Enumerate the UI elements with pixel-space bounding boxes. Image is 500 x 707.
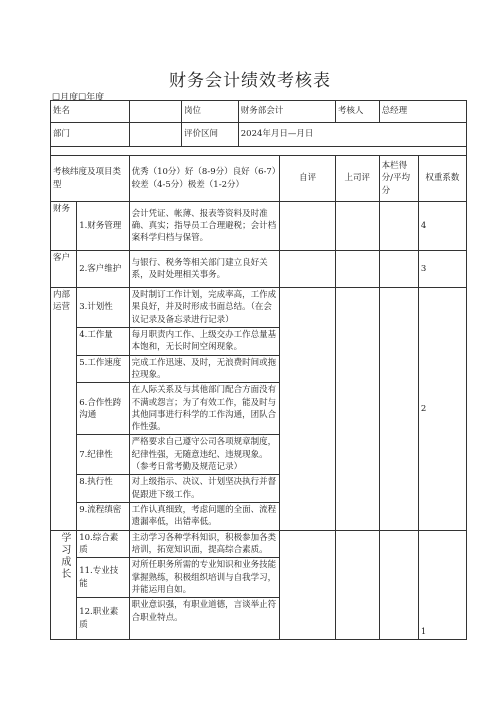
- item-name: 8.执行性: [77, 475, 129, 503]
- item-desc: 与银行、税务等相关部门建立良好关系，及时处理相关事务。: [129, 251, 280, 288]
- item-name: 1.财务管理: [77, 202, 129, 251]
- item-desc: 对所任职务所需的专业知识和业务技能掌握熟练，积极组织培训与自我学习，并能运用自如。: [129, 558, 280, 598]
- item-name: 7.纪律性: [77, 435, 129, 475]
- name-label: 姓名: [51, 101, 130, 123]
- table-row: [51, 288, 467, 328]
- item-desc: 及时制订工作计划，完成率高，工作成果良好，并及时形成书面总结。（在会议记录及备忘录进行记录）: [129, 288, 280, 328]
- section-label: 财务: [51, 202, 77, 251]
- period-option[interactable]: ☐月度☐年度: [52, 93, 105, 103]
- header-row: [51, 156, 467, 202]
- weight-cell: 2: [418, 288, 466, 531]
- superior-score-cell[interactable]: [335, 202, 379, 251]
- table-row: [51, 530, 467, 558]
- item-name: 12.职业素质: [77, 598, 129, 640]
- weight-header: 权重系数: [418, 156, 466, 202]
- page-title: 财务会计绩效考核表: [169, 71, 331, 91]
- dimension-header: 考核纬度及项目类型: [51, 156, 130, 202]
- weight-cell: 4: [418, 202, 466, 251]
- item-name: 4.工作量: [77, 327, 129, 355]
- name-value[interactable]: [129, 101, 181, 123]
- criteria-header: 优秀（10分）好（8-9分）良好（6-7）较差（4-5分）极差（1-2分）: [129, 156, 280, 202]
- weight-cell: 3: [418, 251, 466, 288]
- item-desc: 工作认真细致，考虑问题的全面、流程遗漏率低，出错率低。: [129, 503, 280, 531]
- item-name: 10.综合素质: [77, 530, 129, 558]
- item-name: 3.计划性: [77, 288, 129, 328]
- table-row: [51, 202, 467, 251]
- position-label: 岗位: [181, 101, 238, 123]
- self-score-cell[interactable]: [280, 530, 336, 640]
- item-name: 5.工作速度: [77, 355, 129, 383]
- item-desc: 严格要求自己遵守公司各项规章制度，纪律性强，无随意违纪、违规现象。（参考日常考勤及规范记录）: [129, 435, 280, 475]
- period-label: 评价区间: [181, 123, 238, 147]
- section-label: 内部运营: [51, 288, 77, 531]
- info-row-1: [51, 101, 467, 123]
- item-desc: 完成工作迅速、及时，无浪费时间或拖拉现象。: [129, 355, 280, 383]
- item-name: 6.合作性跨沟通: [77, 383, 129, 435]
- superior-score-cell[interactable]: [335, 251, 379, 288]
- self-score-cell[interactable]: [280, 251, 336, 288]
- self-score-cell[interactable]: [280, 202, 336, 251]
- assessment-table: [50, 100, 467, 640]
- dept-label: 部门: [51, 123, 130, 147]
- table-row: [51, 251, 467, 288]
- score-cell[interactable]: [379, 251, 418, 288]
- assessor-label: 考核人: [335, 101, 379, 123]
- item-desc: 在人际关系及与其他部门配合方面没有不满或怨言；为了有效工作，能及时与其他同事进行科学的工作沟通，团队合作性强。: [129, 383, 280, 435]
- score-cell[interactable]: [379, 288, 418, 531]
- item-desc: 会计凭证、帐薄、报表等资料及时准确、真实；指导员工合理避税；会计档案科学归档与保管。: [129, 202, 280, 251]
- info-row-2: [51, 123, 467, 147]
- item-name: 11.专业技能: [77, 558, 129, 598]
- item-desc: 每月职责内工作、上级交办工作总量基本饱和，无长时间空闲现象。: [129, 327, 280, 355]
- self-score-cell[interactable]: [280, 288, 336, 531]
- self-header: 自评: [280, 156, 336, 202]
- superior-score-cell[interactable]: [335, 288, 379, 531]
- score-cell[interactable]: [379, 530, 418, 640]
- superior-header: 上司评: [335, 156, 379, 202]
- section-label: 学习成长: [58, 531, 70, 580]
- assessor-value: 总经理: [379, 101, 466, 123]
- item-desc: 职业意识强，有职业道德，言谈举止符合职业特点。: [129, 598, 280, 640]
- superior-score-cell[interactable]: [335, 530, 379, 640]
- spacer-row: [51, 147, 467, 156]
- item-desc: 主动学习各种学科知识，积极参加各类培训，拓宽知识面，提高综合素质。: [129, 530, 280, 558]
- section-label: 客户: [51, 251, 77, 288]
- item-name: 9.流程缜密: [77, 503, 129, 531]
- weight-cell: 1: [418, 530, 466, 640]
- period-value: 2024年月日—月日: [238, 123, 466, 147]
- position-value: 财务部会计: [238, 101, 335, 123]
- score-header: 本栏得分/平均分: [379, 156, 418, 202]
- item-desc: 对上级指示、决议、计划坚决执行并督促跟进下级工作。: [129, 475, 280, 503]
- score-cell[interactable]: [379, 202, 418, 251]
- item-name: 2.客户维护: [77, 251, 129, 288]
- dept-value[interactable]: [129, 123, 181, 147]
